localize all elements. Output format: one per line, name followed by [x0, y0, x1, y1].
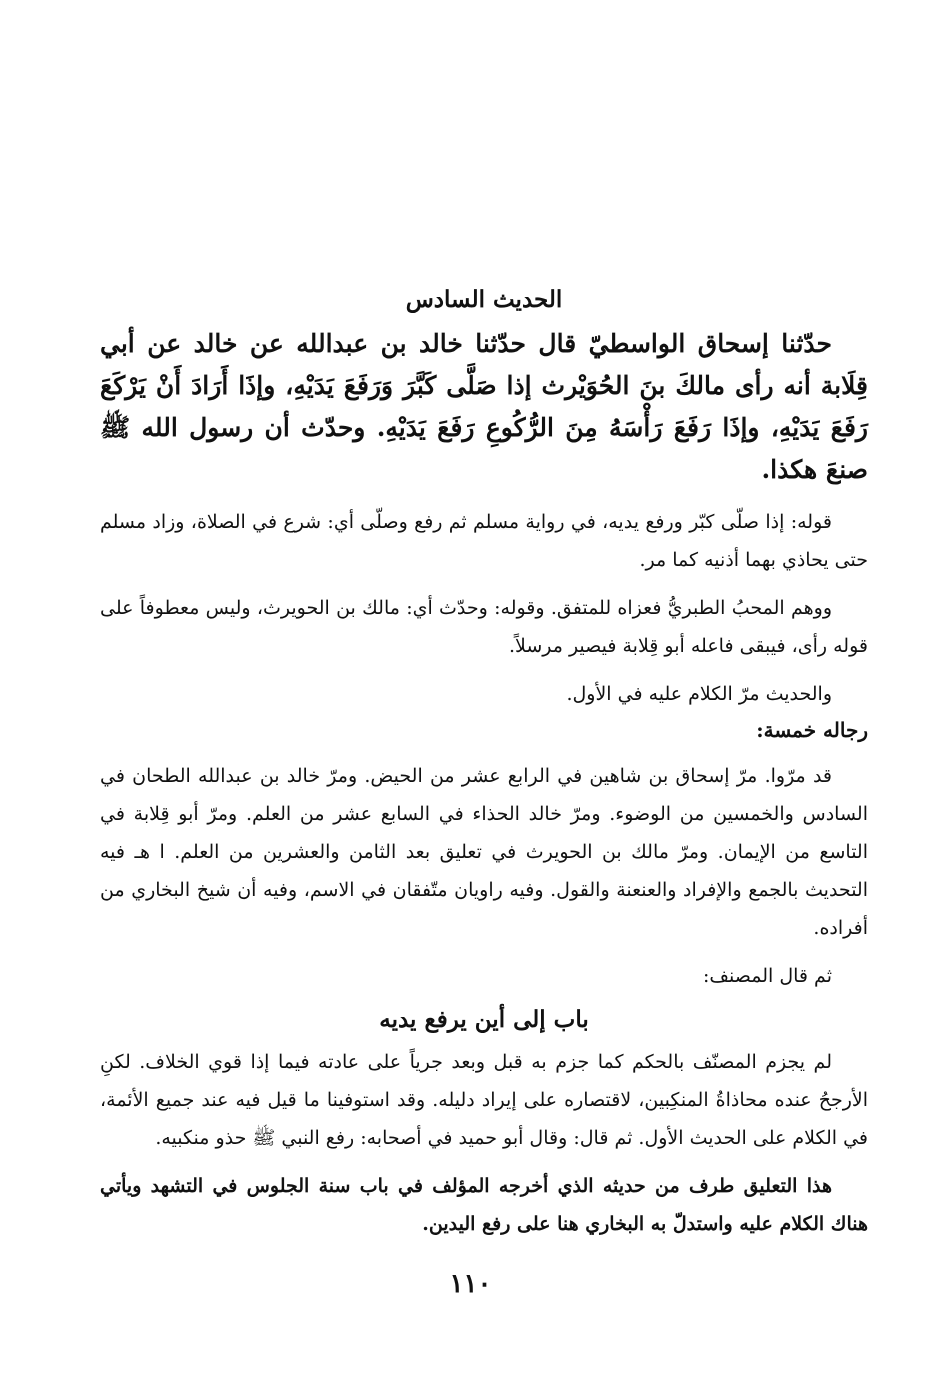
section-heading-hadith: الحديث السادس — [405, 286, 563, 313]
commentary-paragraph-3: والحديث مرّ الكلام عليه في الأول. — [566, 683, 832, 705]
commentary-paragraph-1: قوله: إذا صلّى كبّر ورفع يديه، في رواية مسلم ثم رفع وصلّى أي: شرع في الصلاة، وزاد مسلم حتى يحاذي بهما أذنيه كما مر. — [100, 511, 868, 571]
page-number: ١١٠ — [449, 1269, 492, 1299]
author-said-line: ثم قال المصنف: — [702, 965, 832, 987]
narrators-heading: رجاله خمسة: — [756, 718, 868, 742]
chapter-heading: باب إلى أين يرفع يديه — [379, 1006, 589, 1033]
chapter-commentary-paragraph-1: لم يجزم المصنّف بالحكم كما جزم به قبل وبعد جرياً على عادته فيما إذا قوي الخلاف. لكنِ الأرجحُ عنده محاذاةُ المنكِبين، لاقتصاره على إيراد دليله. وقد استوفينا ما قيل فيه عند جميع الأئمة، في الكلام على الحديث الأول. ثم قال: وقال أبو حميد في أصحابه: رفع النبي ﷺ حذو منكبيه. — [100, 1051, 868, 1149]
narrators-paragraph: قد مرّوا. مرّ إسحاق بن شاهين في الرابع عشر من الحيض. ومرّ خالد بن عبدالله الطحان في السادس والخمسين من الوضوء. ومرّ خالد الحذاء في السابع عشر من العلم. ومرّ أبو قِلابة في التاسع من الإيمان. ومرّ مالك بن الحويرث في تعليق بعد الثامن والعشرين من العلم. ا هـ فيه التحديث بالجمع والإفراد والعنعنة والقول. وفيه راويان متّفقان في الاسم، وفيه أن شيخ البخاري من أفراده. — [100, 765, 868, 939]
commentary-paragraph-2: ووهم المحبُ الطبريُّ فعزاه للمتفق. وقوله: وحدّث أي: مالك بن الحويرث، وليس معطوفاً على قوله رأى، فيبقى فاعله أبو قِلابة فيصير مرسلاً. — [100, 597, 868, 657]
hadith-text: حدّثنا إسحاق الواسطيّ قال حدّثنا خالد بن عبدالله عن خالد عن أبي قِلَابة أنه رأى مالكَ بنَ الحُوَيْرث إذا صَلَّى كَبَّرَ وَرَفَعَ يَدَيْهِ، وإذَا أَرَادَ أَنْ يَرْكَعَ رَفَعَ يَدَيْهِ، وإذَا رَفَعَ رَأْسَهُ مِنَ الرُّكُوعِ رَفَعَ يَدَيْهِ. وحدّث أن رسول الله ﷺ صنعَ هكذا. — [100, 329, 868, 484]
chapter-commentary-paragraph-2: هذا التعليق طرف من حديثه الذي أخرجه المؤلف في باب سنة الجلوس في التشهد ويأتي هناك الكلام عليه واستدلّ به البخاري هنا على رفع اليدين. — [100, 1175, 868, 1235]
page-body — [100, 285, 868, 1253]
